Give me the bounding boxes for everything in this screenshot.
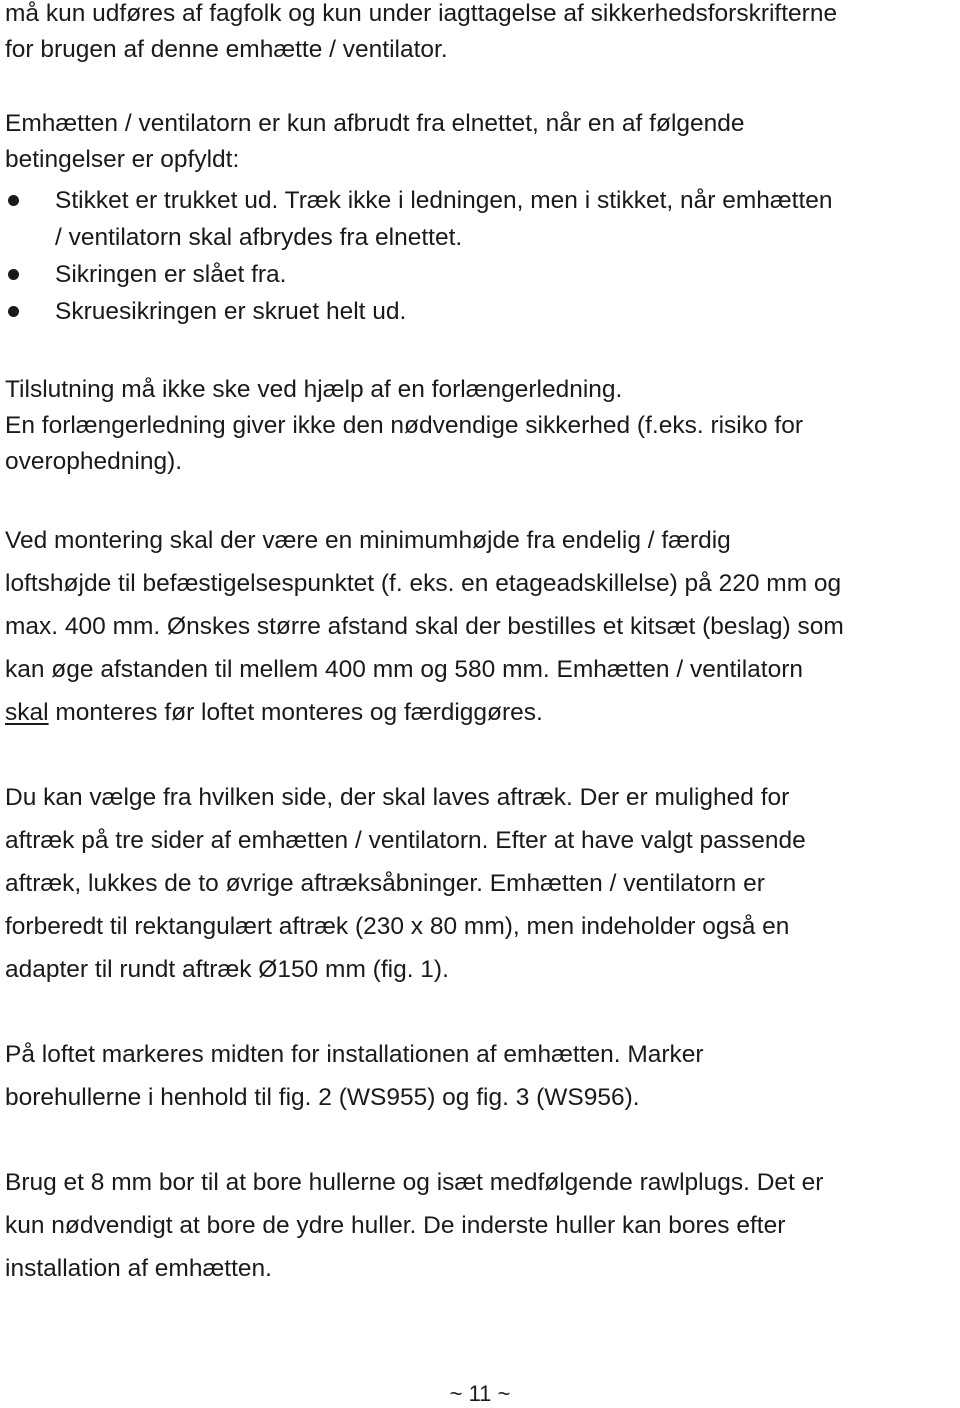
disconnect-lead-line: betingelser er opfyldt: — [5, 146, 240, 173]
list-item — [5, 256, 955, 293]
mounting-line: kan øge afstanden til mellem 400 mm og 580 mm. Emhætten / ventilatorn — [5, 656, 803, 683]
exhaust-line: forberedt til rektangulært aftræk (230 x 80 mm), men indeholder også en — [5, 913, 790, 940]
list-item-line: / ventilatorn skal afbrydes fra elnettet. — [55, 224, 463, 251]
list-item — [5, 182, 955, 256]
list-item-line: Stikket er trukket ud. Træk ikke i ledningen, men i stikket, når emhætten — [55, 187, 833, 214]
extension-line: overophedning). — [5, 448, 183, 475]
list-item-line: Skruesikringen er skruet helt ud. — [55, 298, 407, 325]
extension-paragraph — [5, 372, 955, 480]
drilling-line: installation af emhætten. — [5, 1255, 272, 1282]
bullet-dot-icon — [8, 306, 19, 317]
intro-line: må kun udføres af fagfolk og kun under iagttagelse af sikkerhedsforskrifterne — [5, 0, 838, 27]
marking-line: På loftet markeres midten for installationen af emhætten. Marker — [5, 1041, 704, 1068]
exhaust-line: Du kan vælge fra hvilken side, der skal laves aftræk. Der er mulighed for — [5, 784, 790, 811]
bullet-dot-icon — [8, 269, 19, 280]
mounting-line: max. 400 mm. Ønskes større afstand skal der bestilles et kitsæt (beslag) som — [5, 613, 844, 640]
list-item-line: Sikringen er slået fra. — [55, 261, 287, 288]
mounting-line: Ved montering skal der være en minimumhøjde fra endelig / færdig — [5, 527, 731, 554]
intro-line: for brugen af denne emhætte / ventilator. — [5, 36, 448, 63]
page-number: ~ 11 ~ — [449, 1381, 511, 1406]
drilling-line: kun nødvendigt at bore de ydre huller. De inderste huller kan bores efter — [5, 1212, 786, 1239]
extension-line: En forlængerledning giver ikke den nødvendige sikkerhed (f.eks. risiko for — [5, 412, 804, 439]
exhaust-paragraph — [5, 776, 955, 991]
mounting-line: monteres før loftet monteres og færdiggøres. — [48, 699, 543, 726]
exhaust-line: aftræk, lukkes de to øvrige aftræksåbninger. Emhætten / ventilatorn er — [5, 870, 765, 897]
disconnect-lead — [5, 106, 955, 178]
mounting-line: loftshøjde til befæstigelsespunktet (f. eks. en etageadskillelse) på 220 mm og — [5, 570, 842, 597]
mounting-emphasis: skal — [5, 699, 49, 726]
drilling-paragraph — [5, 1161, 955, 1290]
drilling-line: Brug et 8 mm bor til at bore hullerne og isæt medfølgende rawlplugs. Det er — [5, 1169, 824, 1196]
exhaust-line: aftræk på tre sider af emhætten / ventilatorn. Efter at have valgt passende — [5, 827, 806, 854]
marking-paragraph — [5, 1033, 955, 1119]
disconnect-lead-line: Emhætten / ventilatorn er kun afbrudt fra elnettet, når en af følgende — [5, 110, 745, 137]
exhaust-line: adapter til rundt aftræk Ø150 mm (fig. 1). — [5, 956, 449, 983]
bullet-dot-icon — [8, 195, 19, 206]
list-item — [5, 293, 955, 330]
extension-line: Tilslutning må ikke ske ved hjælp af en forlængerledning. — [5, 376, 623, 403]
marking-line: borehullerne i henhold til fig. 2 (WS955) og fig. 3 (WS956). — [5, 1084, 640, 1111]
intro-paragraph — [5, 0, 955, 68]
disconnect-conditions-list — [5, 182, 955, 330]
mounting-paragraph — [5, 519, 955, 734]
